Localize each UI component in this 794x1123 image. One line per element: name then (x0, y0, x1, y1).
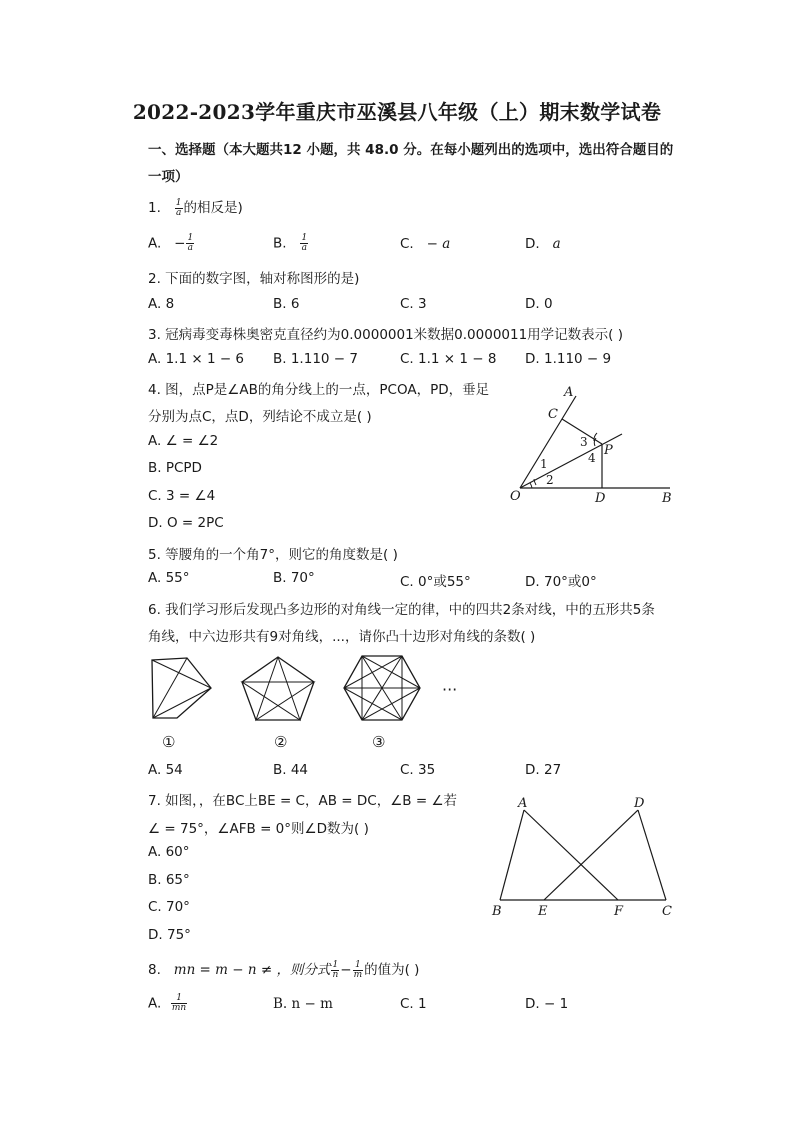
q3-option-a[interactable]: A. 1.1 × 1 − 6 (148, 351, 245, 367)
q5-option-d[interactable]: D. 70°或0° (525, 574, 597, 590)
q8-option-c[interactable]: C. 1 (400, 996, 427, 1012)
label-b: B (492, 904, 502, 919)
q2-option-a[interactable]: A. 8 (148, 296, 175, 312)
label-angle-4: 4 (588, 451, 596, 465)
page-title: 2022-2023学年重庆市巫溪县八年级（上）期末数学试卷 (132, 100, 662, 124)
label-f: F (614, 904, 624, 919)
section-heading-cont: 一项） (148, 169, 189, 185)
label-p: P (604, 443, 613, 458)
ellipsis: ··· (442, 680, 458, 699)
q3-option-b[interactable]: B. 1.110 − 7 (273, 351, 358, 367)
label-c: C (548, 407, 558, 422)
q2-option-d[interactable]: D. 0 (525, 296, 553, 312)
q6-option-c[interactable]: C. 35 (400, 762, 436, 778)
q4-option-d[interactable]: D. O = 2PC (148, 515, 224, 531)
q2-option-b[interactable]: B. 6 (273, 296, 300, 312)
label-c: C (662, 904, 672, 919)
q4-option-a[interactable]: A. ∠ = ∠2 (148, 433, 219, 449)
quadrilateral-figure (145, 654, 217, 724)
label-angle-1: 1 (540, 457, 548, 471)
figure-caption-3: ③ (372, 733, 386, 751)
question-6: 6. 我们学习形后发现凸多边形的对角线一定的律，中的四共2条对线，中的五形共5条 (148, 602, 655, 618)
segment-dc (638, 810, 666, 900)
label-angle-2: 2 (546, 473, 554, 487)
label-d: D (595, 491, 606, 506)
angle-arc-2 (530, 483, 532, 488)
question-5: 5. 等腰角的一个角7°，则它的角度数是( ) (148, 547, 398, 563)
q1-fraction: $\frac{1}{a}$ (175, 197, 182, 218)
q1-number: 1. (148, 200, 161, 216)
q5-option-b[interactable]: B. 70° (273, 570, 315, 586)
q1-option-c[interactable]: C. − a (400, 236, 451, 252)
hexagon-figure (340, 652, 424, 724)
question-3: 3. 冠病毒变毒株奥密克直径约为0.0000001米数据0.0000011用学记数表示( ) (148, 327, 624, 343)
q1-option-b[interactable]: B. $\frac{1}{a}$ (273, 233, 308, 253)
label-d: D (634, 796, 645, 811)
q5-option-a[interactable]: A. 55° (148, 570, 190, 586)
question-4-cont: 分别为点C，点D，列结论不成立是( ) (148, 409, 372, 425)
q1-option-a[interactable]: A. − $\frac{1}{a}$ (148, 233, 194, 253)
label-e: E (538, 904, 548, 919)
q4-angle-figure (500, 382, 690, 510)
q1-text: 的相反是) (183, 200, 243, 216)
label-angle-3: 3 (580, 435, 588, 449)
question-8: 8. mn = m − n ≠ ，则分式 $\frac{1}{n}$ − $\frac{1}{m}$ 的值为( ) (148, 959, 420, 980)
q7-option-d[interactable]: D. 75° (148, 927, 191, 943)
question-1 (148, 196, 243, 218)
q6-option-d[interactable]: D. 27 (525, 762, 562, 778)
segment-af (524, 810, 618, 900)
section-heading: 一、选择题（本大题共12 小题，共 48.0 分。在每小题列出的选项中，选出符合题目的 (148, 142, 674, 158)
q7-option-b[interactable]: B. 65° (148, 872, 190, 888)
q7-option-a[interactable]: A. 60° (148, 844, 190, 860)
q8-option-a[interactable]: A. $\frac{1}{mn}$ (148, 993, 187, 1013)
q8-option-d[interactable]: D. − 1 (525, 996, 569, 1012)
label-b: B (662, 491, 672, 506)
label-a: A (564, 385, 574, 400)
question-6-cont: 角线，中六边形共有9对角线，...，请你凸十边形对角线的条数( ) (148, 629, 536, 645)
hexagon-diagonals (344, 656, 420, 720)
q7-triangles-figure (486, 792, 682, 922)
figure-caption-1: ① (162, 733, 176, 751)
segment-ab (500, 810, 524, 900)
pentagon-figure (238, 654, 318, 724)
q4-option-c[interactable]: C. 3 = ∠4 (148, 488, 216, 504)
q5-option-c[interactable]: C. 0°或55° (400, 574, 471, 590)
segment-ed (544, 810, 638, 900)
label-a: A (518, 796, 528, 811)
question-4: 4. 图，点P是∠AB的角分线上的一点，PCOA，PD，垂足 (148, 382, 490, 398)
q7-option-c[interactable]: C. 70° (148, 899, 190, 915)
label-o: O (510, 489, 521, 504)
q8-option-b[interactable]: B. n − m (273, 996, 333, 1012)
question-2: 2. 下面的数字图，轴对称图形的是) (148, 271, 360, 287)
q3-option-c[interactable]: C. 1.1 × 1 − 8 (400, 351, 497, 367)
q6-option-a[interactable]: A. 54 (148, 762, 183, 778)
q6-option-b[interactable]: B. 44 (273, 762, 309, 778)
q4-option-b[interactable]: B. PCPD (148, 460, 202, 476)
figure-caption-2: ② (274, 733, 288, 751)
q2-option-c[interactable]: C. 3 (400, 296, 427, 312)
q3-option-d[interactable]: D. 1.110 − 9 (525, 351, 612, 367)
question-7-cont: ∠ = 75°，∠AFB = 0°则∠D数为( ) (148, 821, 369, 837)
question-7: 7. 如图，，在BC上BE = C，AB = DC，∠B = ∠若 (148, 793, 458, 809)
q1-option-d[interactable]: D. a (525, 236, 561, 252)
